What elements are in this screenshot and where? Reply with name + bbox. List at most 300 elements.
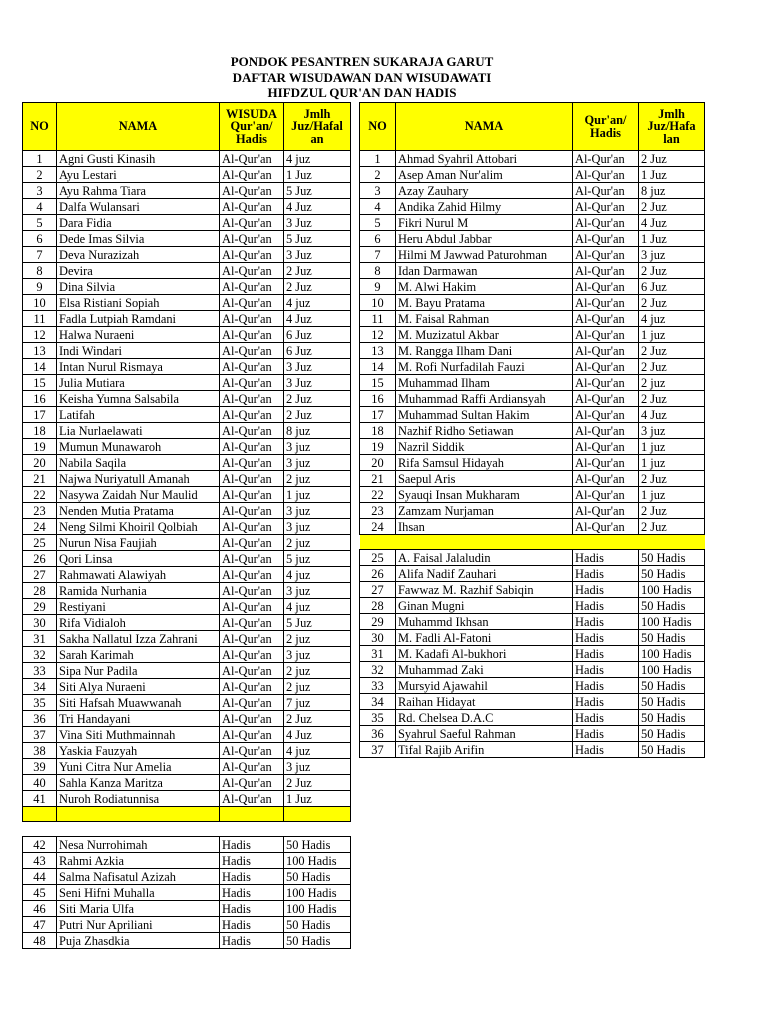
cell-no: 31 <box>23 631 57 647</box>
cell-type: Al-Qur'an <box>220 407 284 423</box>
cell-no: 15 <box>23 375 57 391</box>
cell-nama: Rifa Samsul Hidayah <box>396 455 573 471</box>
cell-no: 18 <box>360 423 396 439</box>
cell-no: 24 <box>23 519 57 535</box>
cell-jumlah: 1 Juz <box>639 231 705 247</box>
table-row <box>360 391 705 407</box>
cell-no: 36 <box>23 711 57 727</box>
cell-nama: Dalfa Wulansari <box>57 199 220 215</box>
cell-jumlah: 2 juz <box>284 535 351 551</box>
cell-no: 2 <box>360 167 396 183</box>
cell-no: 35 <box>23 695 57 711</box>
table-row <box>23 901 351 917</box>
cell-nama: Indi Windari <box>57 343 220 359</box>
table-row <box>360 423 705 439</box>
cell-type: Al-Qur'an <box>220 439 284 455</box>
cell-type: Hadis <box>573 646 639 662</box>
cell-type: Al-Qur'an <box>220 375 284 391</box>
cell-type: Al-Qur'an <box>220 311 284 327</box>
cell-type: Al-Qur'an <box>573 295 639 311</box>
cell-jumlah: 100 Hadis <box>639 662 705 678</box>
cell-type: Al-Qur'an <box>220 551 284 567</box>
cell-type: Al-Qur'an <box>573 183 639 199</box>
section-separator <box>360 535 705 550</box>
cell-no: 9 <box>23 279 57 295</box>
cell-no: 21 <box>360 471 396 487</box>
cell-nama: Rahmawati Alawiyah <box>57 567 220 583</box>
cell-jumlah: 2 juz <box>284 631 351 647</box>
cell-nama: Qori Linsa <box>57 551 220 567</box>
cell-type: Al-Qur'an <box>573 327 639 343</box>
cell-no: 35 <box>360 710 396 726</box>
cell-nama: Ramida Nurhania <box>57 583 220 599</box>
table-row <box>23 535 351 551</box>
cell-no: 12 <box>360 327 396 343</box>
header-no: NO <box>23 103 57 151</box>
cell-no: 6 <box>360 231 396 247</box>
cell-jumlah: 2 Juz <box>639 503 705 519</box>
cell-no: 17 <box>23 407 57 423</box>
cell-nama: M. Kadafi Al-bukhori <box>396 646 573 662</box>
cell-jumlah: 3 juz <box>639 247 705 263</box>
header-type: Qur'an/ Hadis <box>573 103 639 151</box>
cell-no: 32 <box>23 647 57 663</box>
cell-nama: Raihan Hidayat <box>396 694 573 710</box>
cell-nama: Muhammd Ikhsan <box>396 614 573 630</box>
cell-jumlah: 2 Juz <box>639 359 705 375</box>
cell-nama: Nazhif Ridho Setiawan <box>396 423 573 439</box>
cell-no: 13 <box>23 343 57 359</box>
cell-jumlah: 50 Hadis <box>639 550 705 566</box>
cell-jumlah: 3 juz <box>284 647 351 663</box>
table-row <box>360 487 705 503</box>
table-row <box>360 519 705 535</box>
cell-type: Al-Qur'an <box>220 151 284 167</box>
cell-type: Hadis <box>220 869 284 885</box>
cell-nama: M. Fadli Al-Fatoni <box>396 630 573 646</box>
table-row <box>23 279 351 295</box>
cell-nama: Mursyid Ajawahil <box>396 678 573 694</box>
cell-nama: A. Faisal Jalaludin <box>396 550 573 566</box>
cell-jumlah: 1 juz <box>639 455 705 471</box>
table-row <box>23 615 351 631</box>
cell-type: Al-Qur'an <box>573 487 639 503</box>
cell-nama: Rd. Chelsea D.A.C <box>396 710 573 726</box>
header-nama: NAMA <box>57 103 220 151</box>
cell-no: 10 <box>360 295 396 311</box>
cell-type: Al-Qur'an <box>220 295 284 311</box>
cell-jumlah: 4 juz <box>284 599 351 615</box>
cell-jumlah: 2 juz <box>639 375 705 391</box>
cell-nama: Ayu Rahma Tiara <box>57 183 220 199</box>
cell-type: Al-Qur'an <box>573 359 639 375</box>
cell-nama: M. Rofi Nurfadilah Fauzi <box>396 359 573 375</box>
table-row <box>23 519 351 535</box>
table-row <box>23 775 351 791</box>
cell-no: 26 <box>360 566 396 582</box>
table-row <box>360 598 705 614</box>
cell-nama: Devira <box>57 263 220 279</box>
cell-nama: Fawwaz M. Razhif Sabiqin <box>396 582 573 598</box>
cell-no: 47 <box>23 917 57 933</box>
cell-no: 13 <box>360 343 396 359</box>
table-row <box>23 471 351 487</box>
cell-nama: Rifa Vidialoh <box>57 615 220 631</box>
cell-type: Al-Qur'an <box>220 231 284 247</box>
table-row <box>360 215 705 231</box>
cell-nama: M. Bayu Pratama <box>396 295 573 311</box>
table-row <box>360 742 705 758</box>
table-row <box>360 662 705 678</box>
cell-type: Al-Qur'an <box>220 711 284 727</box>
cell-type: Hadis <box>220 885 284 901</box>
cell-nama: Nenden Mutia Pratama <box>57 503 220 519</box>
cell-type: Al-Qur'an <box>220 695 284 711</box>
cell-no: 9 <box>360 279 396 295</box>
cell-no: 38 <box>23 743 57 759</box>
table-row <box>23 759 351 775</box>
table-row <box>23 503 351 519</box>
table-row <box>23 343 351 359</box>
cell-type: Hadis <box>220 917 284 933</box>
cell-type: Al-Qur'an <box>573 231 639 247</box>
table-row <box>360 167 705 183</box>
cell-nama: Salma Nafisatul Azizah <box>57 869 220 885</box>
table-row <box>360 279 705 295</box>
cell-jumlah: 2 Juz <box>284 263 351 279</box>
cell-no: 27 <box>23 567 57 583</box>
cell-no: 25 <box>23 535 57 551</box>
cell-jumlah: 4 juz <box>639 311 705 327</box>
cell-type: Al-Qur'an <box>220 679 284 695</box>
cell-nama: Yuni Citra Nur Amelia <box>57 759 220 775</box>
cell-no: 14 <box>23 359 57 375</box>
table-row <box>23 663 351 679</box>
table-row <box>23 423 351 439</box>
table-row <box>23 917 351 933</box>
cell-type: Al-Qur'an <box>220 343 284 359</box>
table-row <box>360 343 705 359</box>
cell-no: 16 <box>23 391 57 407</box>
title-line-3: HIFDZUL QUR'AN DAN HADIS <box>267 85 457 101</box>
cell-type: Al-Qur'an <box>220 615 284 631</box>
cell-nama: M. Muzizatul Akbar <box>396 327 573 343</box>
cell-no: 10 <box>23 295 57 311</box>
table-row <box>360 455 705 471</box>
table-row <box>360 183 705 199</box>
cell-jumlah: 4 Juz <box>639 215 705 231</box>
cell-no: 41 <box>23 791 57 807</box>
table-row <box>23 695 351 711</box>
cell-type: Hadis <box>573 710 639 726</box>
cell-jumlah: 3 Juz <box>284 247 351 263</box>
cell-jumlah: 4 Juz <box>284 199 351 215</box>
table-row <box>360 550 705 566</box>
cell-nama: Siti Hafsah Muawwanah <box>57 695 220 711</box>
cell-type: Al-Qur'an <box>220 519 284 535</box>
cell-type: Al-Qur'an <box>573 391 639 407</box>
cell-jumlah: 2 Juz <box>639 343 705 359</box>
cell-no: 30 <box>23 615 57 631</box>
left-graduate-table <box>22 102 351 949</box>
cell-jumlah: 100 Hadis <box>639 582 705 598</box>
cell-nama: Zamzam Nurjaman <box>396 503 573 519</box>
cell-type: Hadis <box>573 566 639 582</box>
cell-no: 43 <box>23 853 57 869</box>
cell-nama: Latifah <box>57 407 220 423</box>
cell-nama: Dede Imas Silvia <box>57 231 220 247</box>
cell-no: 11 <box>23 311 57 327</box>
cell-type: Al-Qur'an <box>220 727 284 743</box>
cell-nama: Sarah Karimah <box>57 647 220 663</box>
cell-no: 37 <box>23 727 57 743</box>
cell-type: Al-Qur'an <box>220 359 284 375</box>
cell-no: 15 <box>360 375 396 391</box>
cell-type: Hadis <box>573 678 639 694</box>
table-row <box>360 247 705 263</box>
cell-no: 21 <box>23 471 57 487</box>
cell-jumlah: 6 Juz <box>639 279 705 295</box>
table-row <box>23 885 351 901</box>
cell-nama: Fikri Nurul M <box>396 215 573 231</box>
table-row <box>23 231 351 247</box>
table-row <box>360 151 705 167</box>
cell-nama: Keisha Yumna Salsabila <box>57 391 220 407</box>
cell-jumlah: 100 Hadis <box>639 614 705 630</box>
cell-nama: Julia Mutiara <box>57 375 220 391</box>
cell-nama: Nasywa Zaidah Nur Maulid <box>57 487 220 503</box>
cell-no: 22 <box>360 487 396 503</box>
cell-nama: Sipa Nur Padila <box>57 663 220 679</box>
table-row <box>23 727 351 743</box>
cell-type: Al-Qur'an <box>220 455 284 471</box>
cell-type: Hadis <box>573 662 639 678</box>
table-row <box>360 646 705 662</box>
cell-nama: Siti Maria Ulfa <box>57 901 220 917</box>
cell-nama: Nurun Nisa Faujiah <box>57 535 220 551</box>
cell-type: Al-Qur'an <box>573 423 639 439</box>
cell-type: Al-Qur'an <box>220 167 284 183</box>
cell-jumlah: 100 Hadis <box>639 646 705 662</box>
cell-jumlah: 4 juz <box>284 567 351 583</box>
cell-jumlah: 100 Hadis <box>284 885 351 901</box>
table-row <box>360 614 705 630</box>
cell-no: 3 <box>23 183 57 199</box>
cell-no: 22 <box>23 487 57 503</box>
cell-type: Al-Qur'an <box>573 519 639 535</box>
cell-nama: Azay Zauhary <box>396 183 573 199</box>
cell-nama: Ayu Lestari <box>57 167 220 183</box>
cell-jumlah: 100 Hadis <box>284 853 351 869</box>
cell-type: Al-Qur'an <box>573 199 639 215</box>
table-row <box>23 567 351 583</box>
cell-type: Al-Qur'an <box>220 263 284 279</box>
cell-jumlah: 50 Hadis <box>284 837 351 853</box>
cell-jumlah: 6 Juz <box>284 327 351 343</box>
cell-nama: Mumun Munawaroh <box>57 439 220 455</box>
cell-nama: Nazril Siddik <box>396 439 573 455</box>
title-line-2: DAFTAR WISUDAWAN DAN WISUDAWATI <box>232 69 492 85</box>
cell-jumlah: 3 juz <box>284 455 351 471</box>
cell-jumlah: 2 Juz <box>284 775 351 791</box>
cell-nama: Heru Abdul Jabbar <box>396 231 573 247</box>
cell-type: Al-Qur'an <box>220 279 284 295</box>
cell-type: Al-Qur'an <box>220 487 284 503</box>
table-row <box>23 215 351 231</box>
header-nama: NAMA <box>396 103 573 151</box>
cell-no: 27 <box>360 582 396 598</box>
cell-type: Al-Qur'an <box>220 775 284 791</box>
cell-jumlah: 3 juz <box>284 439 351 455</box>
cell-jumlah: 3 juz <box>284 583 351 599</box>
cell-no: 45 <box>23 885 57 901</box>
cell-type: Hadis <box>573 726 639 742</box>
table-row <box>23 837 351 853</box>
right-table-body <box>360 151 705 758</box>
table-row <box>23 853 351 869</box>
cell-no: 18 <box>23 423 57 439</box>
table-row <box>360 199 705 215</box>
cell-no: 23 <box>23 503 57 519</box>
cell-no: 16 <box>360 391 396 407</box>
cell-no: 48 <box>23 933 57 949</box>
section-separator <box>23 807 351 822</box>
table-row <box>360 231 705 247</box>
table-header-row <box>23 103 351 151</box>
table-row <box>23 599 351 615</box>
cell-jumlah: 2 Juz <box>639 391 705 407</box>
cell-jumlah: 2 Juz <box>639 263 705 279</box>
cell-nama: Rahmi Azkia <box>57 853 220 869</box>
table-row <box>360 295 705 311</box>
cell-jumlah: 100 Hadis <box>284 901 351 917</box>
cell-jumlah: 2 Juz <box>639 471 705 487</box>
cell-type: Al-Qur'an <box>220 327 284 343</box>
cell-jumlah: 5 Juz <box>284 231 351 247</box>
cell-jumlah: 2 Juz <box>284 391 351 407</box>
cell-type: Hadis <box>220 837 284 853</box>
cell-no: 11 <box>360 311 396 327</box>
cell-jumlah: 4 juz <box>284 295 351 311</box>
cell-nama: Dina Silvia <box>57 279 220 295</box>
cell-no: 8 <box>23 263 57 279</box>
cell-no: 3 <box>360 183 396 199</box>
cell-no: 34 <box>360 694 396 710</box>
table-row <box>23 263 351 279</box>
cell-nama: Asep Aman Nur'alim <box>396 167 573 183</box>
cell-no: 5 <box>360 215 396 231</box>
table-row <box>23 167 351 183</box>
cell-jumlah: 3 Juz <box>284 215 351 231</box>
table-row <box>360 582 705 598</box>
cell-nama: Yaskia Fauzyah <box>57 743 220 759</box>
cell-no: 5 <box>23 215 57 231</box>
cell-jumlah: 7 juz <box>284 695 351 711</box>
table-row <box>360 327 705 343</box>
right-graduate-table <box>359 102 705 758</box>
cell-jumlah: 2 Juz <box>639 519 705 535</box>
cell-nama: Fadla Lutpiah Ramdani <box>57 311 220 327</box>
cell-jumlah: 3 juz <box>639 423 705 439</box>
cell-nama: Vina Siti Muthmainnah <box>57 727 220 743</box>
table-row <box>360 439 705 455</box>
cell-jumlah: 50 Hadis <box>639 598 705 614</box>
cell-no: 37 <box>360 742 396 758</box>
table-row <box>360 678 705 694</box>
table-row <box>23 869 351 885</box>
cell-nama: Tifal Rajib Arifin <box>396 742 573 758</box>
cell-no: 4 <box>360 199 396 215</box>
header-no: NO <box>360 103 396 151</box>
cell-type: Al-Qur'an <box>573 263 639 279</box>
table-row <box>23 391 351 407</box>
table-row <box>23 791 351 807</box>
left-table-body <box>23 151 351 949</box>
cell-nama: Agni Gusti Kinasih <box>57 151 220 167</box>
table-row <box>23 407 351 423</box>
cell-no: 24 <box>360 519 396 535</box>
cell-no: 25 <box>360 550 396 566</box>
blank-gap-row <box>23 822 351 837</box>
cell-nama: Najwa Nuriyatull Amanah <box>57 471 220 487</box>
cell-nama: Seni Hifni Muhalla <box>57 885 220 901</box>
table-row <box>360 726 705 742</box>
cell-type: Al-Qur'an <box>573 439 639 455</box>
cell-type: Hadis <box>220 933 284 949</box>
cell-no: 33 <box>360 678 396 694</box>
table-row <box>23 583 351 599</box>
cell-type: Al-Qur'an <box>573 471 639 487</box>
cell-type: Al-Qur'an <box>220 599 284 615</box>
cell-no: 26 <box>23 551 57 567</box>
title-line-1: PONDOK PESANTREN SUKARAJA GARUT <box>230 54 494 69</box>
cell-type: Al-Qur'an <box>573 247 639 263</box>
cell-type: Al-Qur'an <box>573 311 639 327</box>
cell-jumlah: 4 juz <box>284 151 351 167</box>
table-row <box>360 503 705 519</box>
table-row <box>23 711 351 727</box>
cell-jumlah: 1 juz <box>639 327 705 343</box>
cell-nama: Saepul Aris <box>396 471 573 487</box>
cell-no: 12 <box>23 327 57 343</box>
table-row <box>360 407 705 423</box>
cell-nama: Tri Handayani <box>57 711 220 727</box>
cell-jumlah: 3 juz <box>284 519 351 535</box>
cell-nama: Hilmi M Jawwad Paturohman <box>396 247 573 263</box>
cell-jumlah: 3 juz <box>284 503 351 519</box>
cell-no: 46 <box>23 901 57 917</box>
table-row <box>23 455 351 471</box>
cell-no: 20 <box>360 455 396 471</box>
table-row <box>360 710 705 726</box>
cell-jumlah: 4 juz <box>284 743 351 759</box>
table-row <box>360 311 705 327</box>
cell-type: Al-Qur'an <box>573 455 639 471</box>
cell-jumlah: 5 Juz <box>284 615 351 631</box>
cell-nama: Putri Nur Apriliani <box>57 917 220 933</box>
cell-jumlah: 1 juz <box>639 487 705 503</box>
cell-no: 19 <box>360 439 396 455</box>
cell-nama: Andika Zahid Hilmy <box>396 199 573 215</box>
cell-nama: Nabila Saqila <box>57 455 220 471</box>
document-titles <box>0 54 724 101</box>
cell-no: 44 <box>23 869 57 885</box>
cell-no: 32 <box>360 662 396 678</box>
cell-type: Al-Qur'an <box>220 647 284 663</box>
cell-type: Al-Qur'an <box>573 215 639 231</box>
cell-nama: Syahrul Saeful Rahman <box>396 726 573 742</box>
table-row <box>23 551 351 567</box>
